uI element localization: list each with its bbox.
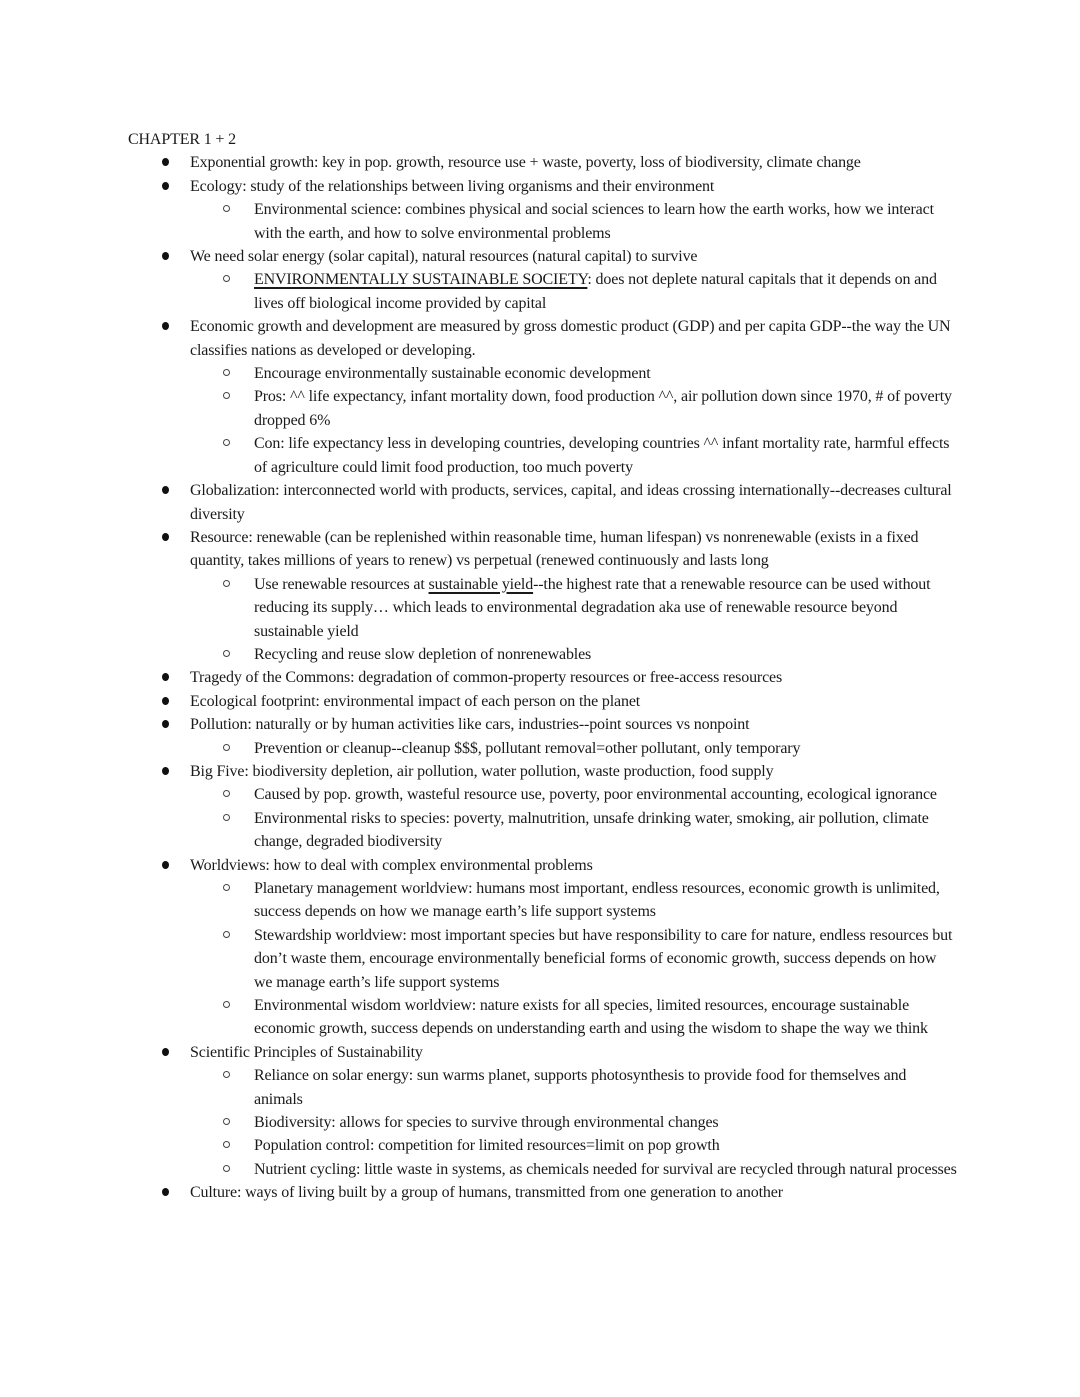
sub-list: [190, 783, 958, 853]
hollow-bullet-icon: [223, 1141, 230, 1148]
list-item-text: Ecological footprint: environmental impact of each person on the planet: [190, 692, 641, 710]
bullet-icon: [160, 854, 170, 877]
hollow-bullet-icon: [223, 884, 230, 891]
bullet-icon: [160, 175, 170, 198]
list-item-text: Pollution: naturally or by human activities like cars, industries--point sources vs nonpoint: [190, 716, 750, 734]
list-item-text: Ecology: study of the relationships between living organisms and their environment: [190, 177, 715, 195]
bullet-icon: [160, 690, 170, 713]
sub-list-item-text: --the highest rate that a renewable resource can be used without reducing its supply… which leads to environmental degradation aka use of renewable resource beyond sustainable yield: [254, 575, 931, 640]
sub-list-item: [190, 924, 958, 994]
sub-list: [190, 198, 958, 245]
bullet-icon: [160, 479, 170, 502]
list-item-text: Economic growth and development are measured by gross domestic product (GDP) and per capita GDP--the way the UN classifies nations as developed or developing.: [190, 318, 951, 359]
document-page: [128, 128, 958, 1205]
sub-list-item-text: Prevention or cleanup--cleanup $$$, pollutant removal=other pollutant, only temporary: [254, 739, 801, 757]
sub-list-item-text: Stewardship worldview: most important species but have responsibility to care for nature, endless resources but don’t waste them, encourage environmentally beneficial forms of economic growth, success depends on how we manage earth’s life support systems: [254, 926, 953, 991]
hollow-bullet-icon: [223, 814, 230, 821]
list-item-text: Tragedy of the Commons: degradation of common-property resources or free-access resources: [190, 669, 783, 687]
sub-list-item: [190, 1134, 958, 1157]
hollow-bullet-icon: [223, 439, 230, 446]
sub-list-item: [190, 737, 958, 760]
sub-list-item: [190, 1064, 958, 1111]
sub-list-item: [190, 432, 958, 479]
hollow-bullet-icon: [223, 1165, 230, 1172]
bullet-icon: [160, 713, 170, 736]
sub-list-item: [190, 362, 958, 385]
list-item: [128, 479, 958, 526]
list-item: [128, 315, 958, 479]
sub-list-item-text: : does not deplete natural capitals that it depends on and lives off biological income provided by capital: [254, 271, 937, 312]
hollow-bullet-icon: [223, 744, 230, 751]
hollow-bullet-icon: [223, 1071, 230, 1078]
hollow-bullet-icon: [223, 205, 230, 212]
list-item: [128, 151, 958, 174]
list-item: [128, 245, 958, 315]
list-item-text: Big Five: biodiversity depletion, air pollution, water pollution, waste production, food supply: [190, 762, 774, 780]
list-item-text: Exponential growth: key in pop. growth, resource use + waste, poverty, loss of biodiversity, climate change: [190, 154, 861, 172]
sub-list-item-text: Con: life expectancy less in developing countries, developing countries ^^ infant mortality rate, harmful effects of agriculture could limit food production, too much poverty: [254, 435, 950, 476]
list-item-text: Globalization: interconnected world with products, services, capital, and ideas crossing internationally--decreases cultural diversity: [190, 482, 952, 523]
hollow-bullet-icon: [223, 392, 230, 399]
bullet-icon: [160, 315, 170, 338]
hollow-bullet-icon: [223, 275, 230, 282]
sub-list-item: [190, 198, 958, 245]
sub-list-item: [190, 877, 958, 924]
sub-list-item-text: Population control: competition for limited resources=limit on pop growth: [254, 1137, 720, 1155]
sub-list-item-text: Nutrient cycling: little waste in systems, as chemicals needed for survival are recycled through natural processes: [254, 1160, 957, 1178]
list-item: [128, 854, 958, 1041]
list-item-text: Resource: renewable (can be replenished within reasonable time, human lifespan) vs nonrenewable (exists in a fixed quantity, takes millions of years to renew) vs perpetual (renewed continuously and lasts long: [190, 528, 919, 570]
sub-list-item: [190, 807, 958, 854]
sub-list-item-text: Environmental science: combines physical and social sciences to learn how the earth works, how we interact with the earth, and how to solve environmental problems: [254, 201, 934, 242]
sub-list: [190, 737, 958, 760]
sub-list-item: [190, 268, 958, 315]
notes-list: [128, 151, 958, 1204]
list-item: [128, 760, 958, 854]
bullet-icon: [160, 1181, 170, 1204]
sub-list-item-text: Planetary management worldview: humans most important, endless resources, economic growth is unlimited, success depends on how we manage earth’s life support systems: [254, 880, 940, 921]
sub-list-item: [190, 783, 958, 806]
sub-list: [190, 362, 958, 479]
list-item-text: Worldviews: how to deal with complex environmental problems: [190, 856, 593, 874]
sub-list-item-text: Biodiversity: allows for species to survive through environmental changes: [254, 1114, 719, 1132]
sub-list-item-text: Encourage environmentally sustainable economic development: [254, 365, 651, 383]
list-item: [128, 1181, 958, 1204]
list-item: [128, 713, 958, 760]
sub-list-item-text: Recycling and reuse slow depletion of nonrenewables: [254, 645, 592, 663]
bullet-icon: [160, 1041, 170, 1064]
underlined-term: ENVIRONMENTALLY SUSTAINABLE SOCIETY: [254, 271, 588, 289]
list-item: [128, 1041, 958, 1181]
hollow-bullet-icon: [223, 369, 230, 376]
bullet-icon: [160, 245, 170, 268]
sub-list-item: [190, 1158, 958, 1181]
sub-list-item-text: Use renewable resources at: [254, 575, 429, 593]
sub-list: [190, 877, 958, 1041]
bullet-icon: [160, 760, 170, 783]
sub-list: [190, 1064, 958, 1181]
sub-list-item-text: Pros: ^^ life expectancy, infant mortality down, food production ^^, air pollution down since 1970, # of poverty dropped 6%: [254, 388, 952, 429]
list-item-text: We need solar energy (solar capital), natural resources (natural capital) to survive: [190, 248, 698, 266]
sub-list: [190, 268, 958, 315]
sub-list-item-text: Environmental risks to species: poverty, malnutrition, unsafe drinking water, smoking, air pollution, climate change, degraded biodiversity: [254, 809, 929, 851]
sub-list-item-text: Reliance on solar energy: sun warms planet, supports photosynthesis to provide food for themselves and animals: [254, 1067, 907, 1108]
list-item: [128, 690, 958, 713]
chapter-heading: CHAPTER 1 + 2: [128, 131, 236, 148]
list-item: [128, 175, 958, 245]
underlined-term: sustainable yield: [428, 575, 534, 593]
hollow-bullet-icon: [223, 1001, 230, 1008]
sub-list-item: [190, 643, 958, 666]
hollow-bullet-icon: [223, 790, 230, 797]
bullet-icon: [160, 526, 170, 549]
list-item-text: Culture: ways of living built by a group of humans, transmitted from one generation to another: [190, 1184, 783, 1202]
bullet-icon: [160, 666, 170, 689]
sub-list-item: [190, 1111, 958, 1134]
sub-list: [190, 573, 958, 667]
hollow-bullet-icon: [223, 931, 230, 938]
sub-list-item-text: Caused by pop. growth, wasteful resource use, poverty, poor environmental accounting, ecological ignorance: [254, 786, 937, 804]
hollow-bullet-icon: [223, 650, 230, 657]
sub-list-item: [190, 573, 958, 643]
sub-list-item: [190, 385, 958, 432]
hollow-bullet-icon: [223, 1118, 230, 1125]
list-item: [128, 666, 958, 689]
list-item-text: Scientific Principles of Sustainability: [190, 1043, 423, 1061]
bullet-icon: [160, 151, 170, 174]
sub-list-item: [190, 994, 958, 1041]
sub-list-item-text: Environmental wisdom worldview: nature exists for all species, limited resources, encourage sustainable economic growth, success depends on understanding earth and using the wisdom to shape the way we think: [254, 997, 928, 1038]
list-item: [128, 526, 958, 666]
hollow-bullet-icon: [223, 580, 230, 587]
